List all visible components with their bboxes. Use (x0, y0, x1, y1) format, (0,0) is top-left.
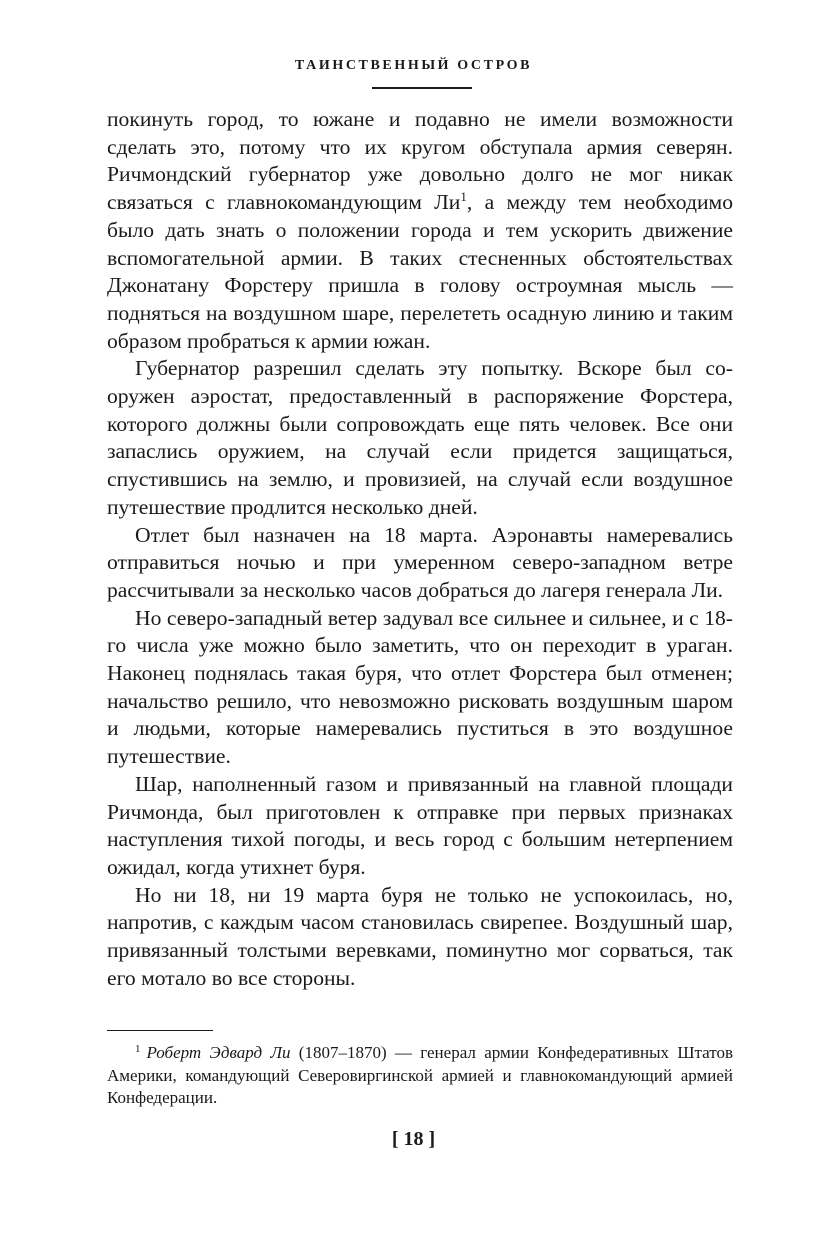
paragraph-5: Шар, наполненный газом и привязанный на главной площади Ричмонда, был приготовлен к отправке при первых признаках наступления тихой погоды, и весь город с большим нетерпением ожидал, когда утихнет буря. (107, 771, 733, 879)
footnote-text: (1807–1870) — генерал армии Конфедеративных Штатов Америки, командующий Северовиргинской армией и главнокомандующий армией Конфедерации. (107, 1043, 733, 1107)
paragraph-1-text-b: , а между тем необходимо было дать знать о положении города и тем ускорить движение вспомогательной армии. В таких стесненных обстоятельствах Джонатану Форстеру пришла в голову остроумная мысль — подняться на воздушном шаре, перелететь осадную линию и таким образом пробраться к армии южан. (107, 190, 733, 353)
main-text (107, 106, 733, 993)
header-rule (372, 87, 472, 89)
footnote-name: Роберт Эдвард Ли (146, 1043, 291, 1062)
paragraph-6: Но ни 18, ни 19 марта буря не только не успокоилась, но, напротив, с каждым часом становилась свирепее. Воздушный шар, привязанный толстыми веревками, поминутно мог сорваться, так его мотало во все стороны. (107, 882, 733, 990)
footnote-rule (107, 1030, 213, 1031)
paragraph-3: Отлет был назначен на 18 марта. Аэронавты намеревались отправиться ночью и при умеренном северо-западном ветре рассчитывали за несколько часов добраться до лагеря генерала Ли. (107, 522, 733, 602)
running-title: ТАИНСТВЕННЫЙ ОСТРОВ (294, 58, 533, 73)
paragraph-2: Губернатор разрешил сделать эту попытку. Вскоре был сооружен аэростат, предоставленный в распоряжение Форстера, которого должны были сопровождать еще пять человек. Все они запаслись оружием, на случай если придется защищаться, спустившись на землю, и провизией, на случай если воздушное путешествие продлится несколько дней. (107, 356, 733, 519)
footnote-ref[interactable]: 1 (460, 189, 467, 205)
paragraph-1-text-a: покинуть город, то южане и подавно не имели возможности сделать это, потому что их кругом обступала армия северян. Ричмондский губернатор уже довольно долго не мог никак связаться с главнокомандующим Ли (107, 107, 733, 215)
paragraph-1 (107, 106, 733, 355)
paragraph-4: Но северо-западный ветер задувал все сильнее и сильнее, и с 18-го числа уже можно было заметить, что он переходит в ураган. Наконец поднялась такая буря, что отлет Форстера был отменен; начальство решило, что невозможно рисковать воздушным шаром и людьми, которые намеревались пуститься в это воздушное путешествие. (107, 605, 733, 769)
page-number: [ 18 ] (391, 1128, 436, 1150)
footnote-marker: 1 (135, 1043, 141, 1055)
footnote (107, 1042, 733, 1110)
